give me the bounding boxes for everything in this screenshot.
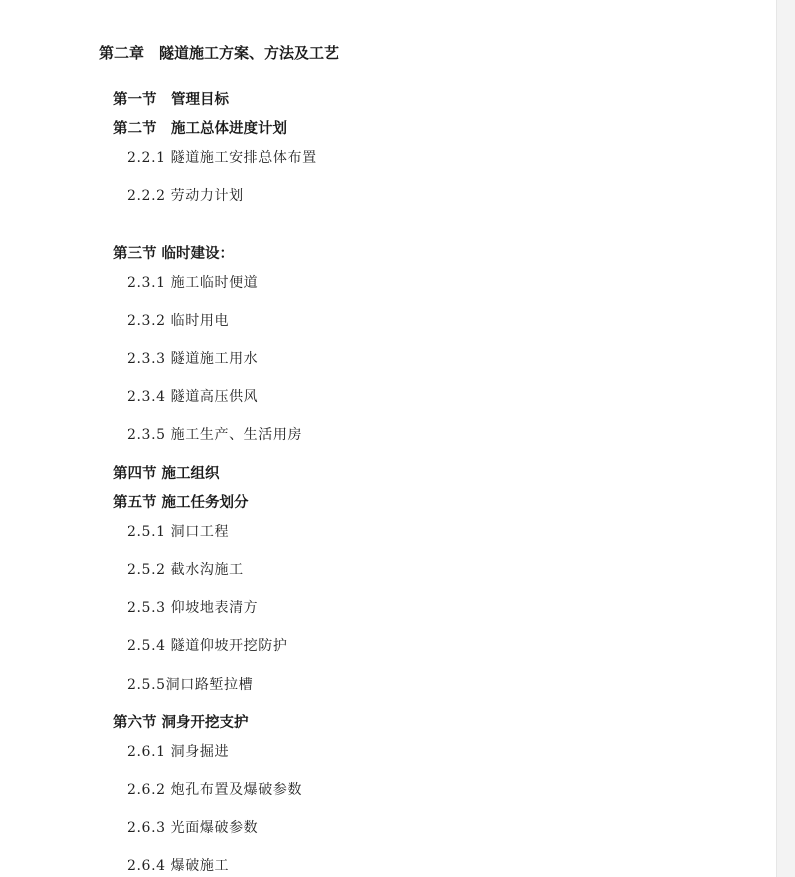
section-heading-5: 第五节 施工任务划分 [113,495,249,511]
section-heading-4: 第四节 施工组织 [113,466,220,482]
subsection-2-2-1: 2.2.1 隧道施工安排总体布置 [127,150,317,166]
subsection-2-5-1: 2.5.1 洞口工程 [127,524,230,540]
subsection-2-5-2: 2.5.2 截水沟施工 [127,562,244,578]
subsection-2-6-4: 2.6.4 爆破施工 [127,858,230,874]
subsection-2-3-3: 2.3.3 隧道施工用水 [127,351,259,367]
section-heading-3: 第三节 临时建设： [113,246,235,262]
viewer-background [777,0,795,877]
subsection-2-3-1: 2.3.1 施工临时便道 [127,275,259,291]
section-heading-1: 第一节 管理目标 [113,92,229,108]
subsection-2-2-2: 2.2.2 劳动力计划 [127,188,244,204]
subsection-2-5-5: 2.5.5洞口路堑拉槽 [127,677,254,693]
section-heading-2: 第二节 施工总体进度计划 [113,121,287,137]
subsection-2-6-3: 2.6.3 光面爆破参数 [127,820,259,836]
section-heading-6: 第六节 洞身开挖支护 [113,715,249,731]
subsection-2-3-5: 2.3.5 施工生产、生活用房 [127,427,303,443]
chapter-title: 第二章 隧道施工方案、方法及工艺 [99,44,340,62]
subsection-2-6-2: 2.6.2 炮孔布置及爆破参数 [127,782,303,798]
subsection-2-5-4: 2.5.4 隧道仰坡开挖防护 [127,638,288,654]
subsection-2-5-3: 2.5.3 仰坡地表清方 [127,600,259,616]
subsection-2-3-4: 2.3.4 隧道高压供风 [127,389,259,405]
subsection-2-6-1: 2.6.1 洞身掘进 [127,744,230,760]
subsection-2-3-2: 2.3.2 临时用电 [127,313,230,329]
